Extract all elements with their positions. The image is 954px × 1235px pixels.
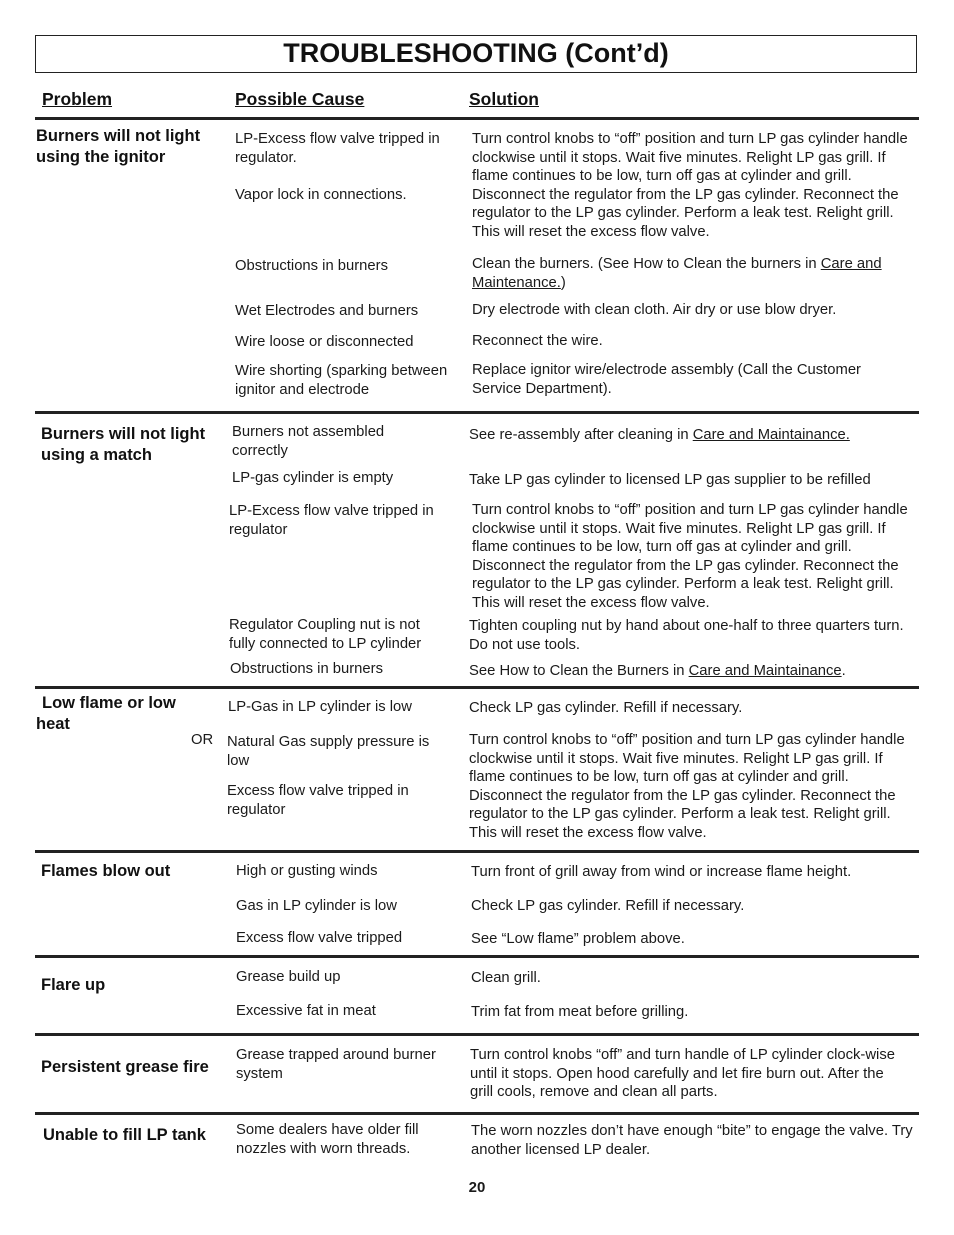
cause-text: Burners not assembled correctly [232, 424, 385, 459]
cause-text: LP-gas cylinder is empty [232, 470, 394, 486]
section-rule [35, 411, 919, 414]
care-and-maintainance-link[interactable]: Care and Maintainance. [692, 427, 850, 443]
cause-text: Wet Electrodes and burners [235, 303, 419, 319]
solution-text: Clean grill. [471, 970, 541, 986]
cause-text: LP-Excess flow valve tripped in regulator. [235, 131, 440, 166]
section-rule [35, 850, 919, 853]
solution-text: Turn control knobs “off” and turn handle of LP cylinder clock-wise until it stops. Open hood carefully and let fire burn out. After the grill cools, remove and clean all parts. [470, 1047, 895, 1100]
problem-label: Burners will not light using the ignitor [36, 127, 201, 166]
header-problem: Problem [42, 89, 113, 109]
care-and-maintainance-link[interactable]: Care and Maintainance [688, 663, 842, 679]
or-label: OR [191, 732, 214, 748]
solution-text: See “Low flame” problem above. [471, 931, 685, 947]
section-rule [35, 955, 919, 958]
cause-text: Obstructions in burners [235, 258, 388, 274]
solution-text: Dry electrode with clean cloth. Air dry or use blow dryer. [472, 302, 837, 318]
solution-text: Turn front of grill away from wind or increase flame height. [471, 864, 852, 880]
solution-text: Check LP gas cylinder. Refill if necessary. [469, 700, 743, 716]
problem-label: Low flame or low heat [36, 694, 176, 733]
section-rule [35, 1033, 919, 1036]
solution-text: See How to Clean the Burners in Care and Maintainance. [469, 663, 846, 679]
header-possible-cause: Possible Cause [235, 89, 365, 109]
problem-label: Burners will not light using a match [41, 425, 206, 464]
problem-label: Flare up [41, 976, 106, 994]
section-rule [35, 1112, 919, 1115]
header-solution: Solution [469, 89, 539, 109]
solution-text: Tighten coupling nut by hand about one-half to three quarters turn. Do not use tools. [469, 618, 904, 653]
solution-text: Check LP gas cylinder. Refill if necessary. [471, 898, 745, 914]
cause-text: Grease trapped around burner system [236, 1047, 436, 1082]
solution-text: The worn nozzles don’t have enough “bite” to engage the valve. Try another licensed LP dealer. [471, 1123, 913, 1158]
cause-text: Vapor lock in connections. [235, 187, 407, 203]
care-and-maintenance-link[interactable]: Care and Maintenance. [472, 256, 882, 291]
section-rule [35, 686, 919, 689]
cause-text: LP-Gas in LP cylinder is low [228, 699, 412, 715]
cause-text: High or gusting winds [236, 863, 378, 879]
solution-text: Turn control knobs to “off” position and turn LP gas cylinder handle clockwise until it stops. Wait five minutes. Relight LP gas grill. If flame continues to be low, turn off gas at cylinder and grill. Disconnect the regulator from the LP gas cylinder. Reconnect the regulator to the LP gas cylinder. Perform a leak test. Relight grill. This will reset the excess flow valve. [472, 502, 908, 611]
cause-text: LP-Excess flow valve tripped in regulator [229, 503, 434, 538]
solution-text: Trim fat from meat before grilling. [471, 1004, 689, 1020]
page-title: TROUBLESHOOTING (Cont’d) [35, 35, 917, 73]
cause-text: Gas in LP cylinder is low [236, 898, 397, 914]
problem-label: Persistent grease fire [41, 1058, 209, 1076]
cause-text: Regulator Coupling nut is not fully connected to LP cylinder [229, 617, 422, 652]
cause-text: Wire shorting (sparking between ignitor and electrode [235, 363, 448, 398]
solution-text: Reconnect the wire. [472, 333, 603, 349]
cause-text: Grease build up [236, 969, 341, 985]
cause-text: Natural Gas supply pressure is low [227, 734, 430, 769]
cause-text: Some dealers have older fill nozzles with worn threads. [236, 1122, 419, 1157]
solution-text: See re-assembly after cleaning in Care and Maintainance. [469, 427, 850, 443]
solution-text: Replace ignitor wire/electrode assembly (Call the Customer Service Department). [472, 362, 861, 397]
solution-text: Turn control knobs to “off” position and turn LP gas cylinder handle clockwise until it stops. Wait five minutes. Relight LP gas grill. If flame continues to be low, turn off gas at cylinder and grill. Disconnect the regulator from the LP gas cylinder. Reconnect the regulator to the LP gas cylinder. Perform a leak test. Relight grill. This will reset the excess flow valve. [469, 732, 905, 841]
problem-label: Flames blow out [41, 862, 171, 880]
cause-text: Excess flow valve tripped [236, 930, 403, 946]
cause-text: Excessive fat in meat [236, 1003, 376, 1019]
cause-text: Obstructions in burners [230, 661, 383, 677]
cause-text: Excess flow valve tripped in regulator [227, 783, 409, 818]
header-rule [35, 117, 919, 120]
solution-text: Clean the burners. (See How to Clean the burners in Care and Maintenance.) [472, 256, 882, 291]
page-number: 20 [468, 1179, 486, 1196]
problem-label: Unable to fill LP tank [43, 1126, 206, 1144]
cause-text: Wire loose or disconnected [235, 334, 414, 350]
solution-text: Turn control knobs to “off” position and turn LP gas cylinder handle clockwise until it stops. Wait five minutes. Relight LP gas grill. If flame continues to be low, turn off gas at cylinder and grill. Disconnect the regulator from the LP gas cylinder. Reconnect the regulator to the LP gas cylinder. Perform a leak test. Relight grill. This will reset the excess flow valve. [472, 131, 908, 240]
solution-text: Take LP gas cylinder to licensed LP gas supplier to be refilled [469, 472, 871, 488]
